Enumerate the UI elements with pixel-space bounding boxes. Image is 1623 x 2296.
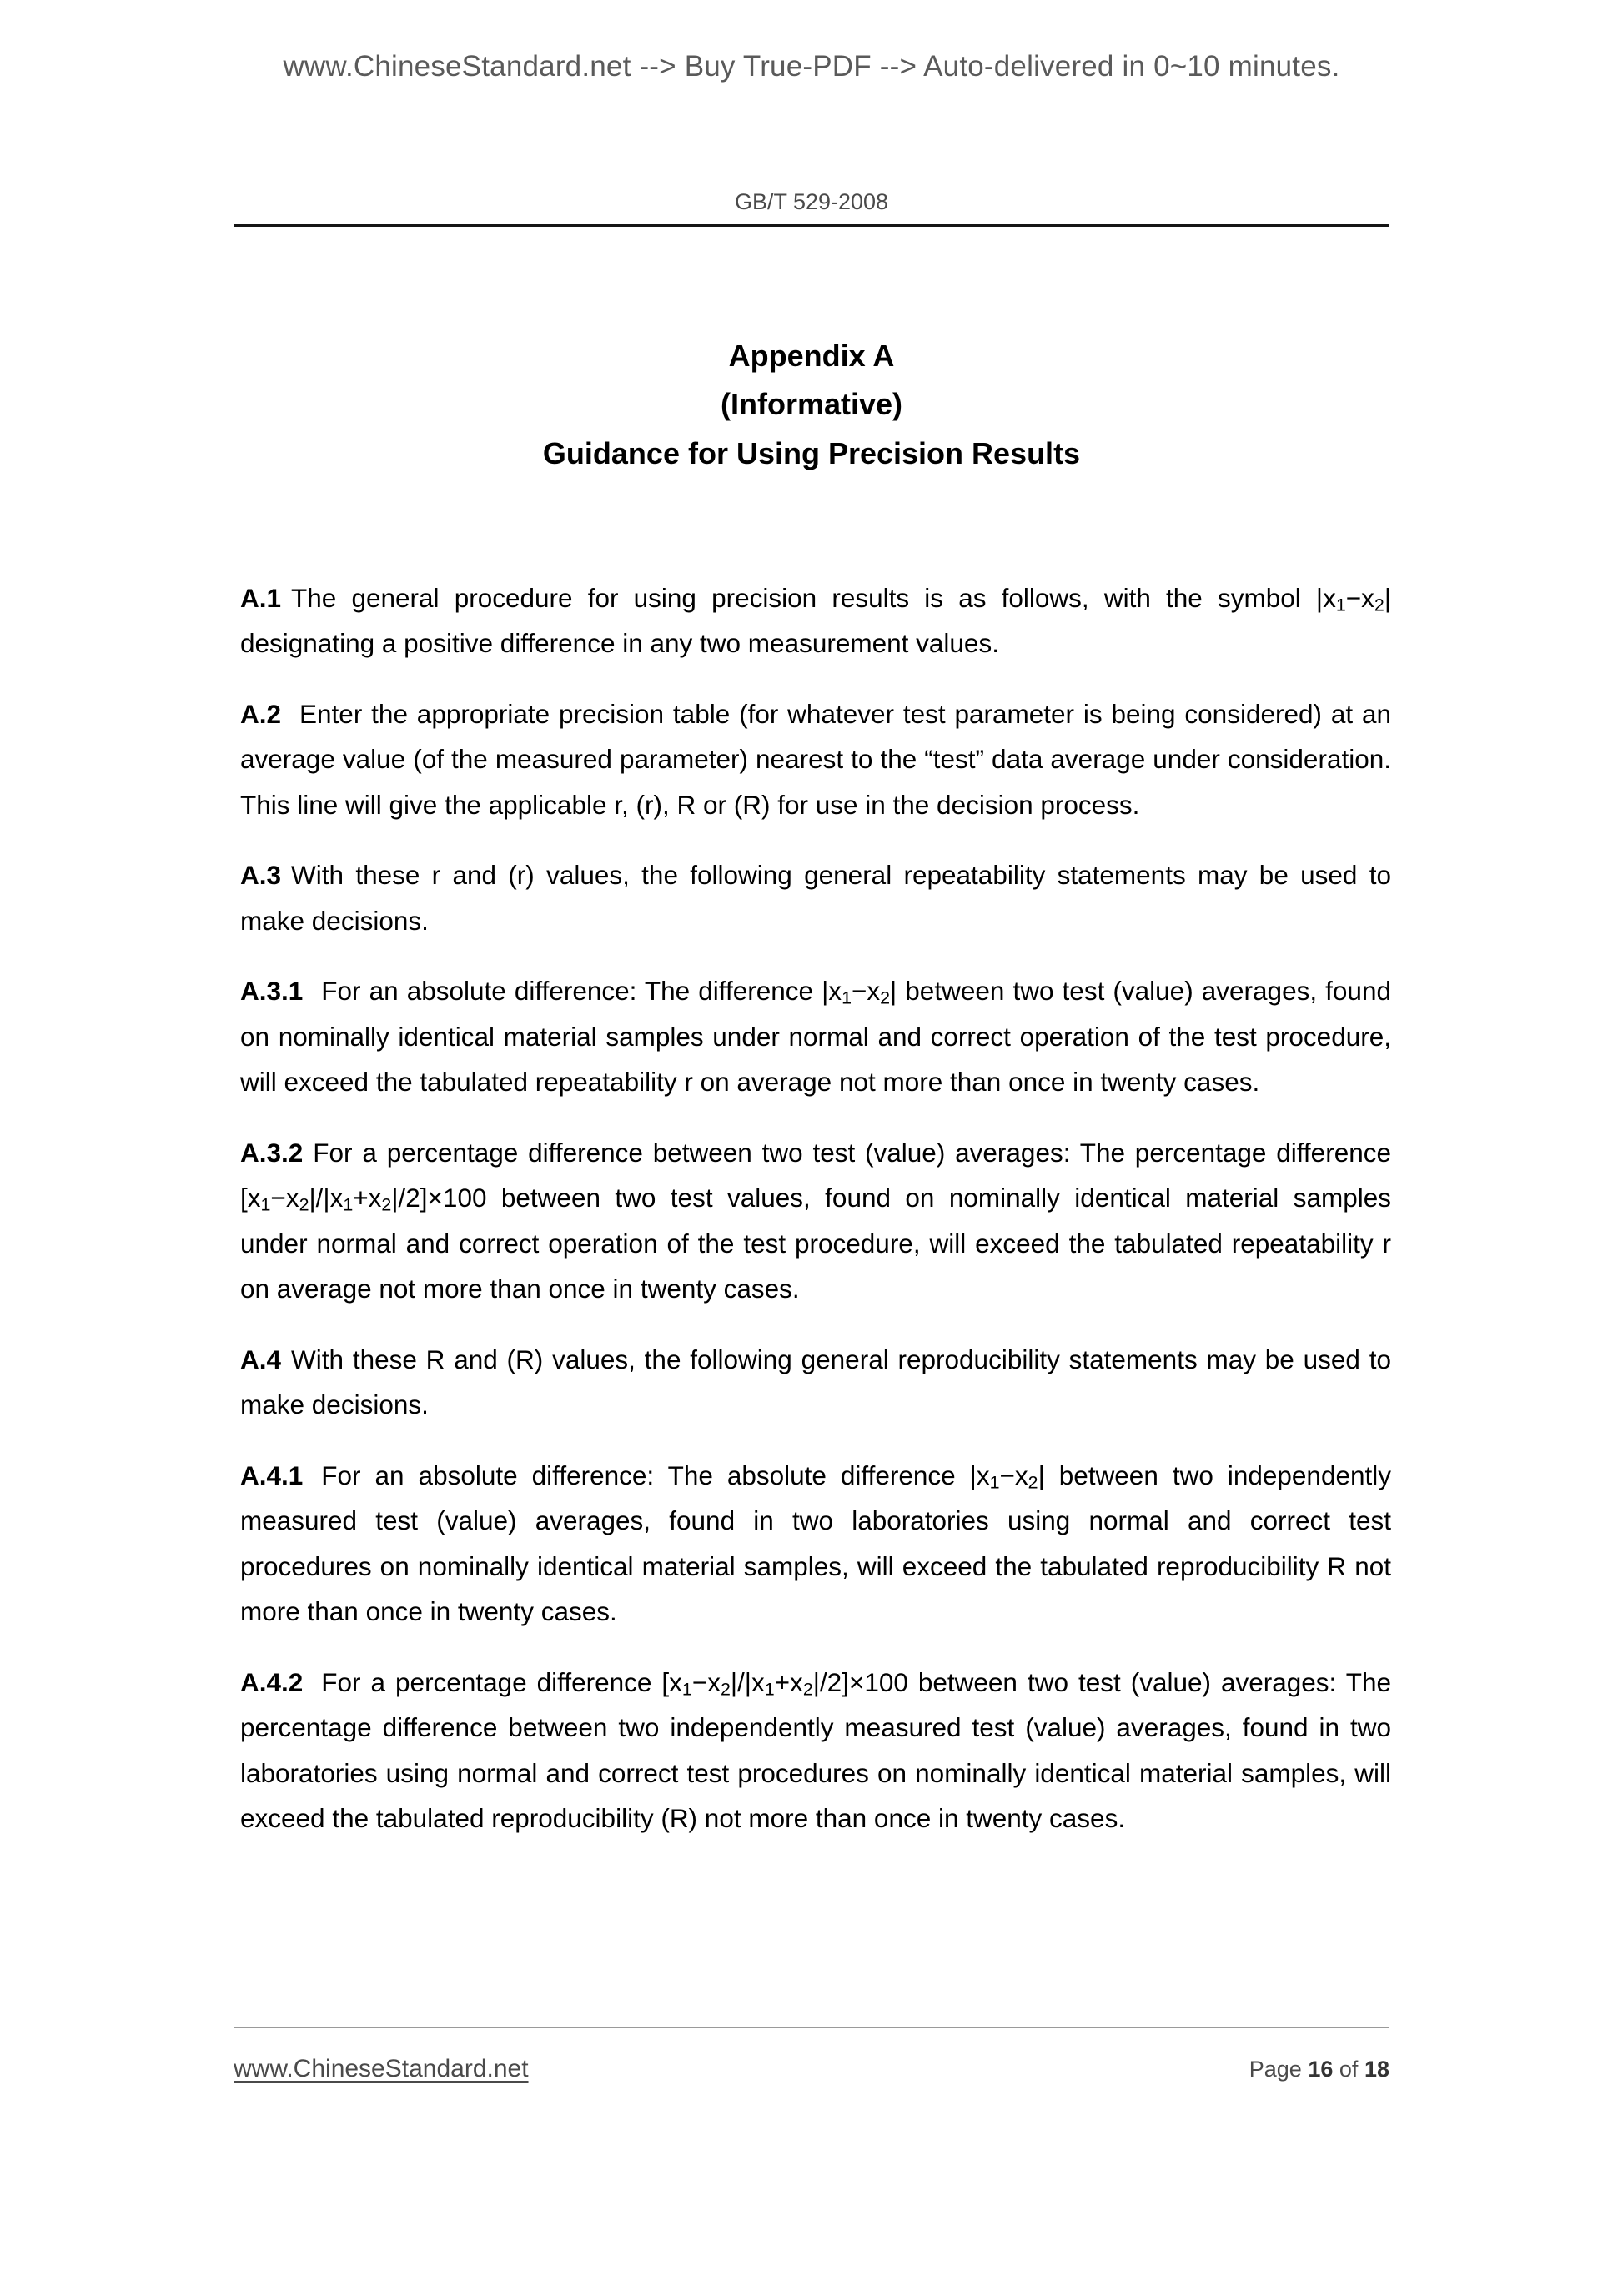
standard-number: GB/T 529-2008 [734,189,889,214]
clause-a3-2-text-1: For a percentage difference between two test (value) averages: The percentage difference [x [240,1137,1391,1213]
clause-a4-2 [240,1660,1391,1841]
clause-a4-2-text-1: For a percentage difference [x [321,1666,682,1697]
clause-a4-2-label: A.4.2 [240,1666,304,1697]
clause-a3-2-sub-1: 1 [260,1195,271,1216]
clause-a4-text: With these R and (R) values, the following general reproducibility statements may be used to make decisions. [240,1344,1391,1420]
clause-a3-1-text-2: −x [851,976,881,1007]
clause-a3-1-text-3: | between two test (value) averages, found on nominally identical material samples under normal and correct operation of the test procedure, will exceed the tabulated repeatability r on average not more than once in twenty cases. [240,976,1391,1098]
document-footer [234,2027,1389,2083]
clause-a4-1-sub-1: 1 [989,1472,1000,1493]
clause-a4 [240,1337,1391,1428]
clause-a3 [240,852,1391,943]
footer-divider [234,2027,1389,2028]
page-total-number: 18 [1364,2057,1389,2082]
clause-a1-label: A.1 [240,583,282,613]
appendix-title-block [234,332,1389,478]
clause-a3-1-label: A.3.1 [240,976,304,1007]
clause-a4-1-sub-2: 2 [1028,1472,1038,1493]
footer-row [234,2055,1389,2083]
footer-site-link[interactable]: www.ChineseStandard.net [234,2055,529,2082]
clause-a4-1-text-3: | between two independently measured test (value) averages, found in two laboratories using normal and correct test procedures on nominally identical material samples, will exceed the tabulated reproducibility R not more than once in twenty cases. [240,1459,1391,1627]
clause-a4-1-text-1: For an absolute difference: The absolute difference |x [321,1459,990,1490]
clause-a3-2-sub-4: 2 [381,1195,392,1216]
clause-a4-2-sub-3: 1 [764,1679,775,1700]
clause-a1-text-1: The general procedure for using precision results is as follows, with the symbol |x [291,583,1336,613]
clause-a3-1-sub-1: 1 [842,988,852,1009]
clause-a2-text: Enter the appropriate precision table (for whatever test parameter is being considered) at an average value (of the measured parameter) nearest to the “test” data average under consideration. This line will give the applicable r, (r), R or (R) for use in the decision process. [240,698,1391,820]
clause-a1 [240,575,1391,666]
clause-a3-2 [240,1130,1391,1312]
clause-a4-2-sub-1: 1 [681,1679,692,1700]
clause-a4-1-label: A.4.1 [240,1459,304,1490]
page-middle-label: of [1339,2057,1359,2082]
clause-a3-2-text-5: |/2]×100 between two test values, found on nominally identical material samples under normal and correct operation of the test procedure, will exceed the tabulated repeatability r on average not more than once in twenty cases. [240,1183,1391,1304]
clause-a1-sub-1: 1 [1335,595,1346,615]
clause-a3-2-text-2: −x [270,1183,299,1213]
clause-a1-text-2: −x [1345,583,1374,613]
page-number-info [1249,2057,1389,2082]
clause-a3-1-text-1: For an absolute difference: The difference |x [321,976,842,1007]
clause-a4-2-sub-4: 2 [802,1679,813,1700]
clause-a2-label: A.2 [240,698,282,729]
clause-a4-2-text-5: |/2]×100 between two test (value) averages: The percentage difference between two independently measured test (value) averages, found in two laboratories using normal and correct test procedures on nominally identical material samples, will exceed the tabulated reproducibility (R) not more than once in twenty cases. [240,1666,1391,1834]
clause-a3-2-text-4: +x [353,1183,382,1213]
clause-a3-2-text-3: |/|x [309,1183,344,1213]
clause-a4-1-text-2: −x [999,1459,1028,1490]
clause-a4-2-text-3: |/|x [730,1666,765,1697]
page-prefix-label: Page [1249,2057,1302,2082]
clause-a3-text: With these r and (r) values, the following general repeatability statements may be used to make decisions. [240,860,1391,936]
appendix-subtitle: (Informative) [720,387,903,422]
promo-banner: www.ChineseStandard.net --> Buy True-PDF --> Auto-delivered in 0~10 minutes. [283,50,1340,83]
clause-a3-2-label: A.3.2 [240,1137,304,1168]
header-divider [234,224,1389,227]
clause-a3-2-sub-3: 1 [343,1195,354,1216]
clause-a4-1 [240,1453,1391,1635]
clause-a4-label: A.4 [240,1344,282,1374]
document-header [234,190,1389,227]
appendix-title: Appendix A [728,339,895,373]
page-current-number: 16 [1308,2057,1334,2082]
clause-a1-sub-2: 2 [1374,595,1384,615]
clause-a3-1 [240,968,1391,1104]
clause-a3-label: A.3 [240,860,282,891]
clause-a4-2-sub-2: 2 [720,1679,731,1700]
appendix-heading: Guidance for Using Precision Results [542,435,1081,470]
clause-a4-2-text-4: +x [774,1666,803,1697]
clause-a3-1-sub-2: 2 [880,988,891,1009]
clause-a2 [240,691,1391,827]
clause-a1-text-3: | designating a positive difference in any two measurement values. [240,583,1391,659]
document-body [240,575,1391,1841]
clause-a3-2-sub-2: 2 [299,1195,309,1216]
clause-a4-2-text-2: −x [691,1666,721,1697]
